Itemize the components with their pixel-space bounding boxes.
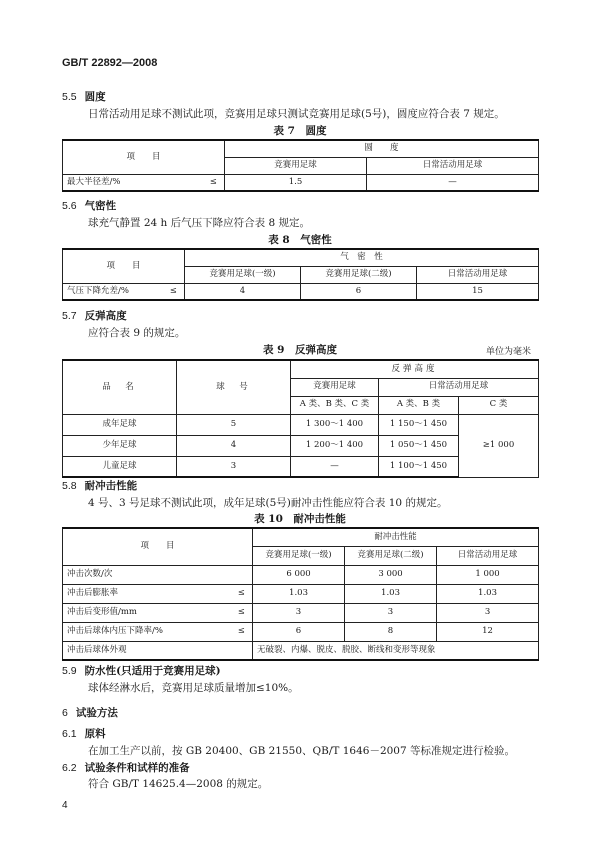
standard-header: GB/T 22892—2008 [62,57,158,69]
table-cell: 3 [253,603,345,622]
table-cell [231,565,253,584]
table-cell: 成年足球 [63,414,177,435]
table-header-group: 耐冲击性能 [253,528,539,546]
table-7-caption: 表 7 圆度 [273,125,327,137]
section-number: 5.6 [62,200,77,212]
table-cell: 3 000 [345,565,437,584]
table-10 [62,527,539,661]
table-row-label: 最大半径差/% [63,174,203,191]
table-header-group: 反弹高度 [291,360,539,378]
section-title: 试验方法 [75,707,118,719]
table-header-cell: 竞赛用足球(一级) [185,266,301,283]
table-cell: 5 [177,414,291,435]
table-cell: 1.5 [225,174,367,191]
section-title: 原料 [84,728,106,740]
section-5-5-heading [62,89,106,104]
table-cell: 12 [437,622,539,641]
section-title: 气密性 [84,200,117,212]
table-cell: 1 150～1 450 [379,414,459,435]
page-number: 4 [62,800,68,811]
table-cell: ≤ [231,584,253,603]
section-title: 圆度 [84,91,106,103]
table-cell: 1 300～1 400 [291,414,379,435]
section-5-6-heading [62,198,116,213]
table-cell: 15 [417,283,539,300]
table-cell: 无破裂、内爆、脱皮、脱胶、断线和变形等现象 [253,641,539,660]
section-6-heading [62,705,118,720]
section-6-1-text: 在加工生产以前，按 GB 20400、GB 21550、QB/T 1646－2007 等标准规定进行检验。 [88,745,516,757]
table-header-item: 项 目 [63,249,185,283]
table-10-caption: 表 10 耐冲击性能 [254,513,346,525]
table-row-label: 冲击次数/次 [63,565,231,584]
table-cell: 3 [437,603,539,622]
table-cell: 1 200～1 400 [291,435,379,456]
table-header-cell: 日常活动用足球 [417,266,539,283]
table-header-cell: 竞赛用足球 [291,378,379,396]
table-8-caption: 表 8 气密性 [268,234,332,246]
table-header-group: 气 密 性 [185,249,539,266]
section-5-9-text: 球体经淋水后，竞赛用足球质量增加≤10%。 [88,682,299,694]
table-header-group: 圆 度 [225,140,539,157]
table-header-cell: 竞赛用足球(二级) [345,546,437,565]
section-number: 5.9 [62,665,77,677]
section-5-7-heading [62,308,127,323]
table-header-cell: A 类、B 类 [379,396,459,414]
table-cell: — [367,174,539,191]
table-header-cell: 日常活动用足球 [367,157,539,174]
table-cell: 少年足球 [63,435,177,456]
table-cell: ≤ [203,174,225,191]
unit-note: 单位为毫米 [486,347,532,357]
section-number: 5.5 [62,91,77,103]
section-number: 5.8 [62,480,77,492]
section-5-8-text: 4 号、3 号足球不测试此项，成年足球(5号)耐冲击性能应符合表 10 的规定。 [88,497,448,509]
section-title: 耐冲击性能 [84,480,138,492]
table-cell: 6 [301,283,417,300]
section-6-1-heading [62,726,106,741]
section-number: 6 [62,707,68,719]
section-number: 6.1 [62,728,77,740]
table-cell: 1 050～1 450 [379,435,459,456]
section-5-6-text: 球充气静置 24 h 后气压下降应符合表 8 规定。 [88,217,310,229]
table-cell: 3 [177,456,291,477]
table-row-label: 冲击后变形值/mm [63,603,231,622]
table-header-cell: A 类、B 类、C 类 [291,396,379,414]
table-cell: 儿童足球 [63,456,177,477]
section-6-2-heading [62,760,190,775]
table-cell: — [291,456,379,477]
section-number: 5.7 [62,310,77,322]
section-5-7-text: 应符合表 9 的规定。 [88,327,186,339]
table-cell: 1.03 [253,584,345,603]
table-header-name: 品 名 [63,360,177,414]
section-title: 防水性(只适用于竞赛用足球) [84,665,221,677]
table-cell: ≤ [231,603,253,622]
table-cell-merged: ≥1 000 [459,414,539,477]
table-cell: 4 [185,283,301,300]
table-cell: 1 100～1 450 [379,456,459,477]
table-cell: 1.03 [437,584,539,603]
table-cell: 1.03 [345,584,437,603]
table-header-cell: 日常活动用足球 [379,378,539,396]
table-header-item: 项 目 [63,528,253,565]
table-cell: ≤ [163,283,185,300]
table-9-caption: 表 9 反弹高度 [263,344,337,356]
table-9 [62,359,539,478]
table-header-cell: 竞赛用足球 [225,157,367,174]
section-5-8-heading [62,478,137,493]
table-header-size: 球 号 [177,360,291,414]
table-cell: 1 000 [437,565,539,584]
section-5-9-heading [62,663,221,678]
table-row-label: 冲击后膨胀率 [63,584,231,603]
table-cell: 8 [345,622,437,641]
table-row-label: 冲击后球体内压下降率/% [63,622,231,641]
section-6-2-text: 符合 GB/T 14625.4—2008 的规定。 [88,778,269,790]
table-header-cell: 竞赛用足球(二级) [301,266,417,283]
table-cell: 3 [345,603,437,622]
section-number: 6.2 [62,762,77,774]
table-row-label: 气压下降允差/% [63,283,163,300]
table-cell: 4 [177,435,291,456]
table-7 [62,139,539,192]
table-header-item: 项 目 [63,140,225,174]
table-cell: 6 000 [253,565,345,584]
table-header-cell: C 类 [459,396,539,414]
table-8 [62,248,539,301]
table-cell: ≤ [231,622,253,641]
table-header-cell: 日常活动用足球 [437,546,539,565]
table-row-label: 冲击后球体外观 [63,641,253,660]
section-title: 反弹高度 [84,310,127,322]
table-cell: 6 [253,622,345,641]
section-5-5-text: 日常活动用足球不测试此项，竞赛用足球只测试竞赛用足球(5号)，圆度应符合表 7 规定。 [88,108,505,120]
table-header-cell: 竞赛用足球(一级) [253,546,345,565]
section-title: 试验条件和试样的准备 [84,762,190,774]
